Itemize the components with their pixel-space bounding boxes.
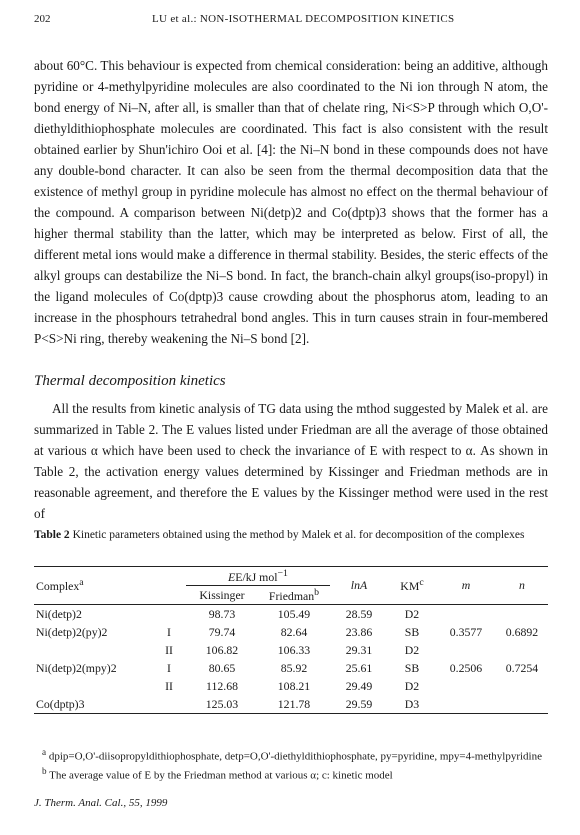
footnote-a: $^a$ dpip=O,O'-diisopropyldithiophosphate, detp=O,O'-diethyldithiophosphate, py=pyridine, mpy=4-methylpyridine — [42, 747, 542, 763]
cell-lna: 28.59 — [345, 606, 373, 621]
cell-friedman: 82.64 — [280, 624, 308, 639]
cell-stage: I — [167, 660, 171, 675]
cell-kissinger: 125.03 — [186, 695, 258, 714]
cell-complex — [34, 677, 152, 695]
running-title: LU et al.: NON-ISOTHERMAL DECOMPOSITION KINETICS — [152, 13, 455, 25]
cell-complex — [34, 641, 152, 659]
cell-friedman: 105.49 — [277, 606, 311, 621]
caption-text: Kinetic parameters obtained using the method by Malek et al. for decomposition of the complexes — [72, 529, 525, 541]
table-row — [34, 695, 548, 714]
cell-kissinger: 106.82 — [205, 642, 239, 657]
cell-n — [496, 695, 548, 714]
cell-complex: Ni(detp)2(py)2 — [36, 624, 108, 639]
cell-km: D2 — [404, 678, 420, 693]
cell-m: 0.2506 — [449, 660, 483, 675]
cell-complex: Ni(detp)2 — [36, 606, 82, 621]
col-complex: Complex$^a$ — [34, 567, 152, 605]
cell-n — [496, 677, 548, 695]
cell-complex: Ni(detp)2(mpy)2 — [36, 660, 117, 675]
cell-km: SB — [404, 624, 420, 639]
table-row — [34, 641, 548, 659]
col-n: n — [496, 567, 548, 605]
col-e-group: EE/kJ mol$^{-1}$ — [186, 567, 330, 586]
cell-stage: II — [165, 678, 173, 693]
cell-friedman: 106.33 — [277, 642, 311, 657]
cell-stage — [152, 605, 186, 624]
running-header — [34, 13, 546, 27]
col-lna: lnA — [330, 567, 388, 605]
cell-friedman: 85.92 — [280, 660, 308, 675]
cell-n — [496, 605, 548, 624]
col-m: m — [436, 567, 496, 605]
cell-lna: 29.49 — [345, 678, 373, 693]
cell-stage: II — [165, 642, 173, 657]
cell-friedman: 121.78 — [258, 695, 330, 714]
table-row — [34, 677, 548, 695]
cell-n: 0.6892 — [505, 624, 539, 639]
cell-km: D2 — [404, 606, 420, 621]
body-text — [34, 55, 548, 524]
cell-m — [436, 641, 496, 659]
cell-stage — [152, 695, 186, 714]
table-footnotes — [42, 745, 542, 782]
table-row — [34, 623, 548, 641]
table-body — [34, 605, 548, 714]
cell-kissinger: 98.73 — [208, 606, 236, 621]
cell-stage: I — [167, 624, 171, 639]
cell-lna: 25.61 — [345, 660, 373, 675]
cell-m: 0.3577 — [449, 624, 483, 639]
cell-n — [496, 641, 548, 659]
cell-lna: 29.31 — [345, 642, 373, 657]
page-number: 202 — [34, 13, 51, 25]
cell-lna: 23.86 — [345, 624, 373, 639]
section-title: Thermal decomposition kinetics — [34, 373, 226, 389]
cell-km: SB — [404, 660, 420, 675]
cell-m — [436, 605, 496, 624]
table-header-row-1 — [34, 567, 548, 586]
table-caption — [34, 528, 548, 543]
table-row — [34, 605, 548, 624]
cell-kissinger: 112.68 — [205, 678, 238, 693]
cell-complex: Co(dptp)3 — [34, 695, 152, 714]
cell-km: D3 — [388, 695, 436, 714]
paragraph-1: about 60°C. This behaviour is expected from chemical consideration: being an additive, although pyridine or 4-methylpyridine molecules are also coordinated to the Ni ion through N atom, the bond energy of Ni–N, after all, is smaller than that of chelate ring, Ni<S>P through which O,O'-diethyldithiophosphate molecules are coordinated. This fact is also consistent with the result obtained earlier by Shun'ichiro Ooi et al. [4]: the Ni–N bond in these compounds does not have any double-bond character. It can also be seen from the thermal decomposition data that the existence of methyl group in pyridine molecule has almost no effect on the thermal behaviour of the compound. A comparison between Ni(detp)2 and Co(dptp)3 shows that the former has a higher thermal stability than the latter, which may be interpreted as below. First of all, the different metal ions would make a difference in thermal stability. Besides, the steric effects of the alkyl groups can destabilize the Ni–S bond. In fact, the branch-chain alkyl groups(iso-propyl) in the ligand molecules of Co(dptp)3 cause crowding about the phosphorus atom, leading to an increase in the phosphours tetrahedral bond angles. This in turn causes strain in four-membered P<S>Ni ring, thereby weakening the Ni–S bond [2]. — [34, 58, 548, 346]
cell-n: 0.7254 — [505, 660, 539, 675]
table-row — [34, 659, 548, 677]
journal-footer: J. Therm. Anal. Cal., 55, 1999 — [34, 797, 168, 809]
col-km: $KM^c$ — [388, 567, 436, 605]
cell-kissinger: 80.65 — [208, 660, 236, 675]
cell-m — [436, 695, 496, 714]
col-friedman: Friedman$^b$ — [258, 586, 330, 605]
cell-m — [436, 677, 496, 695]
cell-km: D2 — [404, 642, 420, 657]
cell-lna: 29.59 — [330, 695, 388, 714]
caption-label: Table 2 — [34, 529, 70, 541]
paragraph-2: All the results from kinetic analysis of TG data using the mthod suggested by Malek et al. are summarized in Table 2. The E values listed under Friedman are all the average of those obtained at various α which have been used to check the invariance of E with respect to α. As shown in Table 2, the activation energy values determined by Kissinger and Friedman methods are in reasonable agreement, and therefore the E values by the Kissinger method were used in the rest of — [34, 401, 548, 521]
col-kissinger: Kissinger — [186, 586, 258, 605]
kinetic-parameters-table — [34, 566, 548, 714]
cell-friedman: 108.21 — [277, 678, 311, 693]
footnote-b: $^b$ The average value of E by the Friedman method at various α; c: kinetic model — [42, 765, 393, 782]
cell-kissinger: 79.74 — [208, 624, 236, 639]
